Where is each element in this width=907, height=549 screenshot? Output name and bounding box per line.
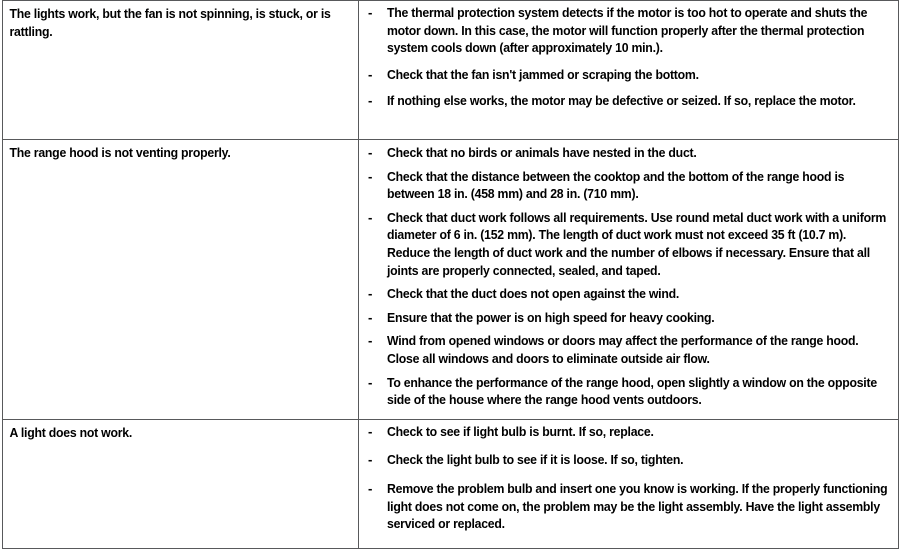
problem-text: The lights work, but the fan is not spinning, is stuck, or is rattling. — [9, 6, 331, 39]
solution-item — [359, 285, 890, 303]
solution-item — [359, 209, 890, 279]
solution-text: Check that duct work follows all requirements. Use round metal duct work with a uniform diameter of 6 in. (152 mm). The length of duct work must not exceed 35 ft (10.7 m). Reduce the length of duct work and the number of elbows if necessary. Ensure that all joints are properly connected, sealed, and taped. — [387, 209, 887, 278]
dash-bullet-icon: - — [368, 286, 373, 302]
solution-item — [359, 4, 890, 57]
solution-item — [359, 374, 890, 409]
solution-item — [359, 423, 890, 441]
solution-text: Check to see if light bulb is burnt. If so, replace. — [387, 423, 654, 439]
table-body — [3, 1, 899, 549]
solution-item — [359, 92, 890, 110]
dash-bullet-icon: - — [368, 93, 373, 109]
dash-bullet-icon: - — [368, 168, 373, 184]
dash-bullet-icon: - — [368, 5, 373, 20]
dash-bullet-icon: - — [368, 452, 373, 468]
solution-item — [359, 451, 890, 469]
solution-item — [359, 480, 890, 533]
solution-item — [359, 66, 890, 84]
solution-text: Wind from opened windows or doors may affect the performance of the range hood. Close all windows and doors to eliminate outside air flow. — [387, 333, 859, 366]
problem-text: The range hood is not venting properly. — [9, 145, 231, 160]
table-row — [3, 1, 899, 140]
solution-cell — [359, 419, 899, 548]
table-row — [3, 140, 899, 420]
problem-cell — [3, 140, 359, 420]
problem-text: A light does not work. — [9, 424, 133, 440]
solution-text: Check that no birds or animals have nested in the duct. — [387, 145, 697, 160]
solution-text: Check the light bulb to see if it is loose. If so, tighten. — [387, 452, 684, 468]
solution-text: To enhance the performance of the range hood, open slightly a window on the opposite side of the house where the range hood vents outdoors. — [387, 374, 877, 408]
solution-text: Check that the duct does not open against the wind. — [387, 286, 680, 302]
solution-item — [359, 144, 890, 162]
solution-item — [359, 309, 890, 327]
solution-cell — [359, 140, 899, 420]
solution-text: Check that the distance between the cooktop and the bottom of the range hood is between 18 in. (458 mm) and 28 in. (710 mm). — [387, 168, 845, 202]
dash-bullet-icon: - — [368, 209, 373, 225]
dash-bullet-icon: - — [368, 480, 373, 496]
solution-list — [359, 1, 898, 123]
dash-bullet-icon: - — [368, 374, 373, 390]
problem-cell — [3, 1, 359, 140]
solution-text: Remove the problem bulb and insert one you know is working. If the properly functioning light does not come on, the problem may be the light assembly. Have the light assembly serviced or replaced. — [387, 480, 888, 532]
dash-bullet-icon: - — [368, 333, 373, 349]
dash-bullet-icon: - — [368, 309, 373, 325]
solution-text: Ensure that the power is on high speed for heavy cooking. — [387, 309, 715, 325]
solution-list — [359, 140, 898, 419]
solution-item — [359, 168, 890, 203]
table-row — [3, 419, 899, 548]
solution-text: The thermal protection system detects if the motor is too hot to operate and shuts the motor down. In this case, the motor will function properly after the thermal protection system cools down (after approximately 10 min.). — [387, 5, 868, 56]
dash-bullet-icon: - — [368, 66, 373, 82]
troubleshooting-table — [2, 0, 899, 549]
solution-text: Check that the fan isn't jammed or scraping the bottom. — [387, 66, 699, 82]
solution-text: If nothing else works, the motor may be defective or seized. If so, replace the motor. — [387, 93, 856, 109]
problem-cell — [3, 419, 359, 548]
dash-bullet-icon: - — [368, 145, 373, 160]
dash-bullet-icon: - — [368, 423, 373, 439]
solution-item — [359, 332, 890, 367]
solution-cell — [359, 1, 899, 140]
solution-list — [359, 420, 898, 548]
